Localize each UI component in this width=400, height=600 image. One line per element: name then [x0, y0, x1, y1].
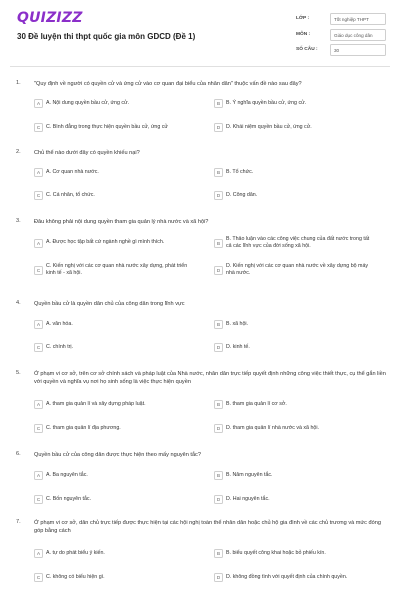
option-letter-box: B: [214, 471, 223, 480]
option-letter-box: B: [214, 549, 223, 558]
worksheet-meta: [296, 13, 386, 60]
option-a[interactable]: [34, 166, 208, 180]
option-letter-box: D: [214, 573, 223, 582]
option-letter-box: A: [34, 549, 43, 558]
option-c[interactable]: [34, 341, 208, 355]
option-b[interactable]: [214, 398, 388, 412]
option-d[interactable]: [214, 121, 388, 135]
option-a[interactable]: [34, 236, 208, 250]
option-letter-box: A: [34, 320, 43, 329]
question-number: 7.: [16, 519, 21, 525]
option-text: B. Thảo luận vào các công việc chung của đất nước trong tất cả các lĩnh vực của đời sống xã hội.: [226, 236, 370, 249]
option-text: D. kinh tế.: [226, 343, 250, 350]
question-text: Ở phạm vi cơ sở, dân chủ trực tiếp được thực hiện tại các hội nghị toàn thể nhân dân hoặc chủ hộ gia đình về các chủ trương và mức đóng góp bằng cách: [34, 520, 381, 534]
header-divider: [10, 66, 390, 67]
option-letter-box: D: [214, 343, 223, 352]
option-text: A. tự do phát biểu ý kiến.: [46, 549, 105, 556]
option-text: D. Kiến nghị với các cơ quan nhà nước về xây dựng bộ máy nhà nước.: [226, 263, 369, 276]
meta-value-count: 30: [330, 44, 386, 56]
option-text: C. không có biểu hiện gì.: [46, 573, 105, 580]
option-letter-box: D: [214, 266, 223, 275]
question-number: 5.: [16, 370, 21, 376]
option-letter-box: B: [214, 400, 223, 409]
option-text: B. Năm nguyên tắc.: [226, 471, 273, 478]
option-c[interactable]: [34, 121, 208, 135]
option-letter-box: D: [214, 495, 223, 504]
option-letter-box: A: [34, 168, 43, 177]
option-letter-box: A: [34, 239, 43, 248]
option-a[interactable]: [34, 398, 208, 412]
option-a[interactable]: [34, 318, 208, 332]
page-title: 30 Đề luyện thi thpt quốc gia môn GDCD (Đề 1): [17, 32, 196, 41]
option-letter-box: D: [214, 424, 223, 433]
question-number: 6.: [16, 451, 21, 457]
question-text: "Quy định về người có quyền cử và ứng cử vào cơ quan đại biểu của nhân dân" thuộc vấn đề nào sau đây?: [34, 81, 302, 87]
quizizz-logo: QUIZIZZ: [17, 10, 83, 26]
question-text: Ở phạm vi cơ sở, trên cơ sở chính sách và pháp luật của Nhà nước, nhân dân trực tiếp quyết định những công việc thiết thực, cụ thể gắn liền với quyền và nghĩa vụ nơi họ sinh sống là việc thực hiện quyền: [34, 371, 386, 385]
option-letter-box: A: [34, 400, 43, 409]
option-text: A. Nội dung quyền bầu cử, ứng cử.: [46, 99, 130, 106]
option-b[interactable]: [214, 318, 388, 332]
option-letter-box: D: [214, 123, 223, 132]
option-text: C. tham gia quản lí địa phương.: [46, 424, 121, 431]
option-text: C. Bốn nguyên tắc.: [46, 495, 92, 502]
option-text: A. tham gia quản lí và xây dựng pháp luật.: [46, 400, 146, 407]
meta-label: MÔN :: [296, 31, 311, 37]
option-text: A. Được học tập bất cứ ngành nghề gì mình thích.: [46, 239, 165, 245]
question-text: Chủ thể nào dưới đây có quyền khiếu nại?: [34, 150, 140, 156]
option-letter-box: C: [34, 191, 43, 200]
option-text: A. Cơ quan nhà nước.: [46, 168, 99, 175]
option-text: A. Ba nguyên tắc.: [46, 471, 88, 478]
question-number: 4.: [16, 300, 21, 306]
option-letter-box: C: [34, 123, 43, 132]
option-letter-box: C: [34, 573, 43, 582]
option-c[interactable]: [34, 263, 208, 277]
option-letter-box: C: [34, 424, 43, 433]
option-text: B. xã hội.: [226, 320, 249, 327]
meta-label: LỚP :: [296, 16, 310, 21]
option-text: C. chính trị.: [46, 343, 74, 350]
option-letter-box: B: [214, 239, 223, 248]
meta-row-class: [296, 13, 386, 27]
option-c[interactable]: [34, 422, 208, 436]
option-d[interactable]: [214, 493, 388, 507]
question-number: 3.: [16, 218, 21, 224]
option-a[interactable]: [34, 97, 208, 111]
question-text: Quyền bầu cử là quyền dân chủ của công dân trong lĩnh vực: [34, 301, 185, 307]
option-text: D. Hai nguyên tắc.: [226, 495, 270, 502]
option-letter-box: A: [34, 471, 43, 480]
option-b[interactable]: [214, 166, 388, 180]
option-b[interactable]: [214, 236, 388, 250]
option-letter-box: B: [214, 168, 223, 177]
option-d[interactable]: [214, 189, 388, 203]
option-text: D. tham gia quản lí nhà nước và xã hội.: [226, 424, 319, 431]
option-text: B. Ý nghĩa quyền bầu cử, ứng cử.: [226, 99, 307, 106]
option-text: D. không đồng tình với quyết định của chính quyền.: [226, 573, 348, 580]
option-text: C. Bình đẳng trong thực hiện quyền bầu cử, ứng cử: [46, 123, 168, 130]
option-c[interactable]: [34, 189, 208, 203]
option-text: A. văn hóa.: [46, 320, 73, 327]
option-text: B. biểu quyết công khai hoặc bỏ phiếu kín.: [226, 549, 326, 556]
option-letter-box: D: [214, 191, 223, 200]
option-c[interactable]: [34, 493, 208, 507]
meta-value-class: Tốt nghiệp THPT: [330, 13, 386, 25]
option-text: B. tham gia quản lí cơ sở.: [226, 400, 287, 407]
question-text: Đâu không phải nội dung quyền tham gia quản lý nhà nước và xã hội?: [34, 219, 209, 225]
option-d[interactable]: [214, 263, 388, 277]
option-text: C. Cá nhân, tổ chức.: [46, 191, 95, 198]
option-b[interactable]: [214, 547, 388, 561]
option-text: D. Khái niệm quyền bầu cử, ứng cử.: [226, 123, 312, 130]
question-text: Quyền bầu cử của công dân được thực hiện theo mấy nguyên tắc?: [34, 452, 201, 458]
option-d[interactable]: [214, 422, 388, 436]
question-number: 1.: [16, 80, 21, 86]
option-text: C. Kiến nghị với các cơ quan nhà nước xây dựng, phát triển kinh tế - xã hội.: [46, 263, 188, 276]
option-d[interactable]: [214, 571, 388, 585]
option-letter-box: C: [34, 266, 43, 275]
option-a[interactable]: [34, 469, 208, 483]
question-number: 2.: [16, 149, 21, 155]
option-letter-box: B: [214, 99, 223, 108]
meta-value-subject: Giáo dục công dân: [330, 29, 386, 41]
meta-row-subject: [296, 29, 386, 43]
meta-row-count: [296, 44, 386, 58]
option-letter-box: C: [34, 495, 43, 504]
option-b[interactable]: [214, 469, 388, 483]
option-text: D. Công dân.: [226, 191, 258, 198]
option-b[interactable]: [214, 97, 388, 111]
option-letter-box: A: [34, 99, 43, 108]
meta-label: SỐ CÂU :: [296, 47, 318, 52]
option-c[interactable]: [34, 571, 208, 585]
option-text: B. Tổ chức.: [226, 168, 254, 175]
option-d[interactable]: [214, 341, 388, 355]
worksheet-header: [0, 0, 400, 64]
option-letter-box: B: [214, 320, 223, 329]
option-letter-box: C: [34, 343, 43, 352]
option-a[interactable]: [34, 547, 208, 561]
